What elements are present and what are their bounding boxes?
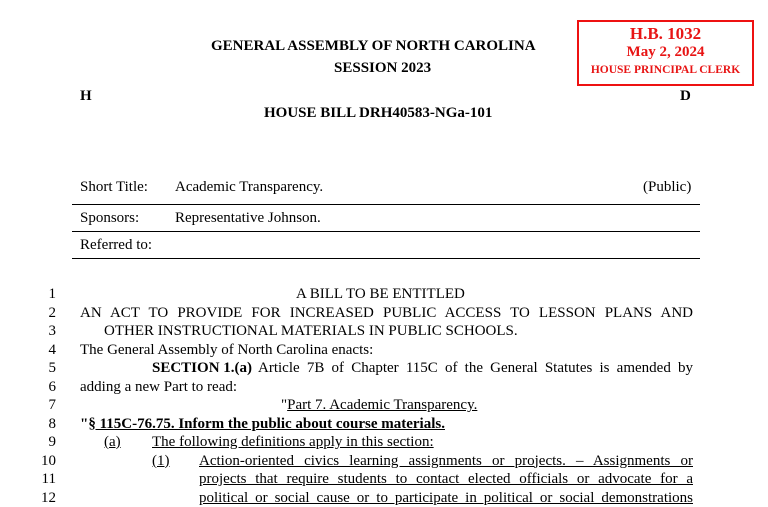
line-number: 10 — [41, 452, 56, 469]
line-number: 5 — [48, 360, 56, 376]
stamp-date: May 2, 2024 — [626, 44, 705, 60]
act-title-line: OTHER INSTRUCTIONAL MATERIALS IN PUBLIC SCHOOLS. — [104, 323, 518, 339]
enacting-clause: The General Assembly of North Carolina enacts: — [80, 341, 374, 358]
section-label: SECTION 1.(a) — [152, 360, 253, 376]
definition-text: projects that require students to contact elected officials or advocate for a — [199, 471, 693, 487]
clerk-stamp — [577, 20, 754, 86]
section-line — [152, 360, 693, 377]
part-title: Part 7. Academic Transparency. — [287, 397, 478, 413]
assembly-heading: GENERAL ASSEMBLY OF NORTH CAROLINA — [211, 38, 536, 54]
line-number: 9 — [48, 434, 56, 450]
divider — [72, 231, 700, 232]
divider — [72, 204, 700, 205]
line-number: 8 — [48, 415, 56, 432]
line-number: 3 — [48, 323, 56, 339]
bill-title: HOUSE BILL DRH40583-NGa-101 — [264, 105, 493, 121]
subsection-label: (a) — [104, 434, 121, 450]
stamp-office: HOUSE PRINCIPAL CLERK — [590, 64, 741, 76]
quote-mark: " — [80, 415, 89, 432]
line-number: 6 — [48, 378, 56, 395]
bill-entitled-heading: A BILL TO BE ENTITLED — [296, 286, 465, 302]
line-number: 4 — [48, 341, 56, 358]
act-title-line: AN ACT TO PROVIDE FOR INCREASED PUBLIC ACCESS TO LESSON PLANS AND — [80, 304, 693, 321]
statute-title: § 115C-76.75. Inform the public about course materials. — [88, 415, 445, 432]
quote-mark: " — [281, 397, 288, 413]
short-title-value: Academic Transparency. — [175, 179, 324, 195]
line-number: 7 — [48, 397, 56, 413]
short-title-label: Short Title: — [80, 179, 148, 195]
section-text: Article 7B of Chapter 115C of the General Statutes is amended by — [258, 360, 693, 376]
session-heading: SESSION 2023 — [334, 60, 432, 76]
divider — [72, 258, 700, 259]
sponsors-label: Sponsors: — [80, 210, 140, 226]
subsection-text: The following definitions apply in this section: — [152, 434, 434, 450]
definition-text: political or social cause or to participate in political or social demonstrations — [199, 489, 693, 506]
section-text: adding a new Part to read: — [80, 378, 238, 395]
public-tag: (Public) — [643, 179, 692, 195]
line-number: 12 — [41, 489, 56, 506]
chamber-marker: H — [80, 88, 92, 104]
line-number: 11 — [41, 471, 56, 487]
definition-label: (1) — [152, 452, 170, 469]
part-heading — [281, 397, 477, 414]
referred-label: Referred to: — [80, 237, 153, 253]
draft-marker: D — [680, 88, 691, 104]
line-number: 1 — [48, 286, 56, 302]
line-number: 2 — [48, 304, 56, 321]
definition-text: Action-oriented civics learning assignments or projects. – Assignments or — [199, 452, 693, 469]
stamp-bill-number: H.B. 1032 — [629, 24, 702, 43]
statute-heading — [80, 416, 445, 433]
sponsors-value: Representative Johnson. — [175, 210, 321, 226]
